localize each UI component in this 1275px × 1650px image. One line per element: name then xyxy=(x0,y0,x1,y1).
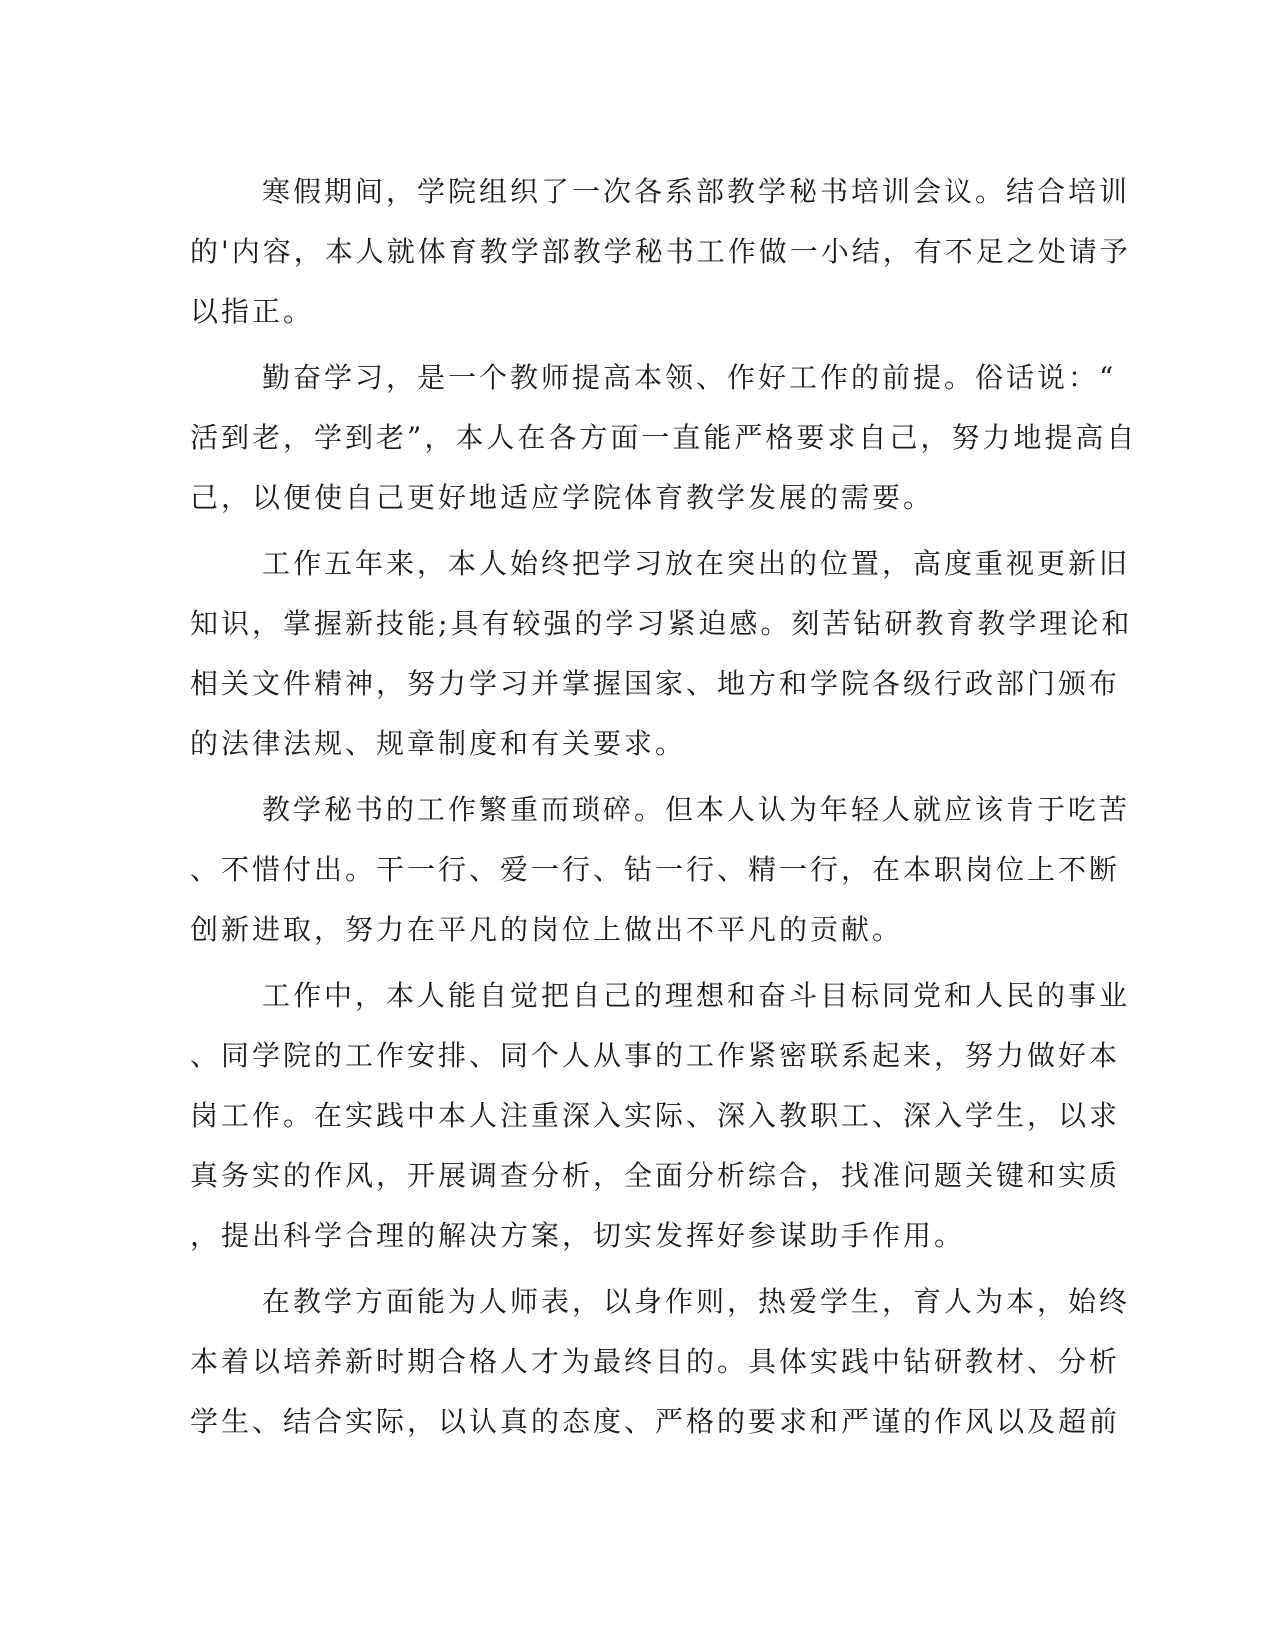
paragraph-line: 、同学院的工作安排、同个人从事的工作紧密联系起来，努力做好本 xyxy=(190,1039,1121,1072)
paragraph-line: 己，以便使自己更好地适应学院体育教学发展的需要。 xyxy=(190,481,935,514)
paragraph-line: 勤奋学习，是一个教师提高本领、作好工作的前提。俗话说：“ xyxy=(262,361,1117,394)
paragraph-line: 工作五年来，本人始终把学习放在突出的位置，高度重视更新旧 xyxy=(262,547,1131,580)
paragraph-line: 岗工作。在实践中本人注重深入实际、深入教职工、深入学生，以求 xyxy=(190,1099,1121,1132)
paragraph-line: 的'内容，本人就体育教学部教学秘书工作做一小结，有不足之处请予 xyxy=(190,235,1131,268)
paragraph-2 xyxy=(190,348,1138,528)
document-body xyxy=(190,162,1138,1452)
paragraph-line: 在教学方面能为人师表，以身作则，热爱学生，育人为本，始终 xyxy=(262,1285,1131,1318)
paragraph-line: 以指正。 xyxy=(190,295,315,328)
paragraph-3 xyxy=(190,534,1133,774)
paragraph-line: 的法律法规、规章制度和有关要求。 xyxy=(190,727,687,760)
paragraph-line: 创新进取，努力在平凡的岗位上做出不平凡的贡献。 xyxy=(190,913,904,946)
paragraph-line: 真务实的作风，开展调查分析，全面分析综合，找准问题关键和实质 xyxy=(190,1159,1121,1192)
paragraph-line: 本着以培养新时期合格人才为最终目的。具体实践中钻研教材、分析 xyxy=(190,1345,1121,1378)
paragraph-line: 相关文件精神，努力学习并掌握国家、地方和学院各级行政部门颁布 xyxy=(190,667,1121,700)
paragraph-line: 活到老，学到老”，本人在各方面一直能严格要求自己，努力地提高自 xyxy=(190,421,1138,454)
paragraph-line: ，提出科学合理的解决方案，切实发挥好参谋助手作用。 xyxy=(190,1219,966,1252)
paragraph-line: 知识，掌握新技能;具有较强的学习紧迫感。刻苦钻研教育教学理论和 xyxy=(190,607,1133,640)
paragraph-1 xyxy=(190,162,1131,342)
paragraph-line: 、不惜付出。干一行、爱一行、钻一行、精一行，在本职岗位上不断 xyxy=(190,853,1121,886)
paragraph-line: 教学秘书的工作繁重而琐碎。但本人认为年轻人就应该肯于吃苦 xyxy=(262,793,1131,826)
paragraph-line: 工作中，本人能自觉把自己的理想和奋斗目标同党和人民的事业 xyxy=(262,979,1131,1012)
paragraph-4 xyxy=(190,780,1131,960)
paragraph-line: 寒假期间，学院组织了一次各系部教学秘书培训会议。结合培训 xyxy=(262,175,1131,208)
paragraph-line: 学生、结合实际，以认真的态度、严格的要求和严谨的作风以及超前 xyxy=(190,1405,1121,1438)
paragraph-5 xyxy=(190,966,1131,1266)
paragraph-6 xyxy=(190,1272,1131,1452)
